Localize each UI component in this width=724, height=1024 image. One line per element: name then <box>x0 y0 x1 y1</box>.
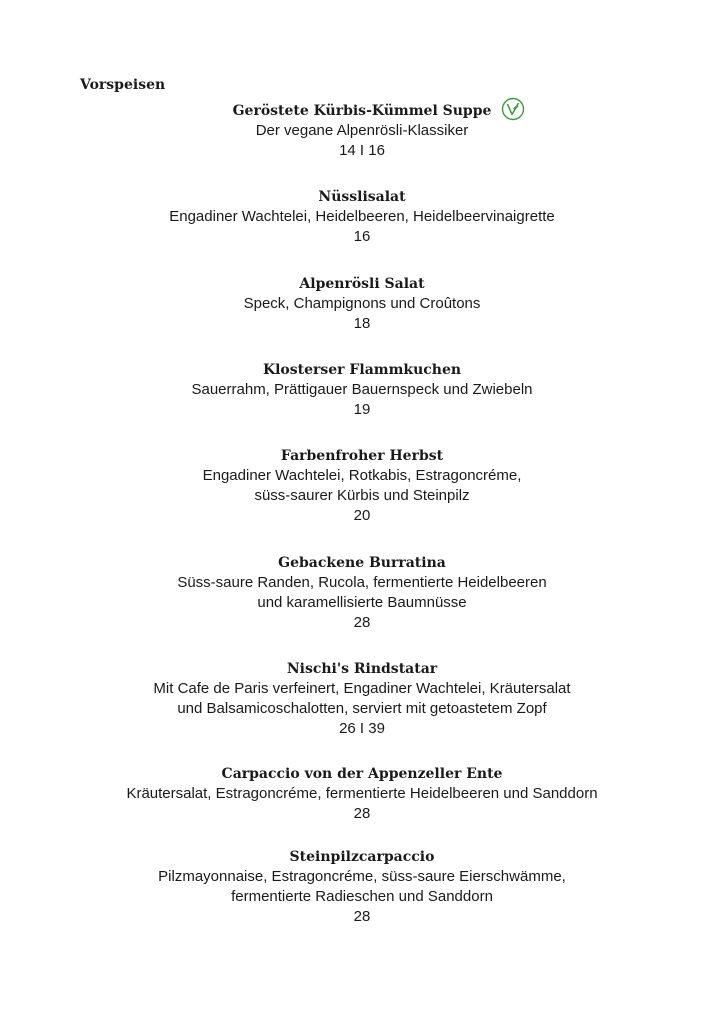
dish-price: 28 <box>353 908 371 925</box>
dish-description: und karamellisierte Baumnüsse <box>257 594 467 611</box>
dish-name: Gebackene Burratina <box>278 555 446 571</box>
dish-description: Engadiner Wachtelei, Rotkabis, Estragoncréme, <box>202 467 522 484</box>
dish-name: Carpaccio von der Appenzeller Ente <box>221 766 503 782</box>
dish-item <box>0 101 724 161</box>
dish-item <box>0 847 724 927</box>
dish-item <box>0 553 724 633</box>
dish-price: 28 <box>353 614 371 631</box>
dish-description: Sauerrahm, Prättigauer Bauernspeck und Zwiebeln <box>191 381 533 398</box>
dish-description: und Balsamicoschalotten, serviert mit getoastetem Zopf <box>177 700 547 717</box>
dish-name: Nischi's Rindstatar <box>286 661 438 677</box>
dish-item <box>0 446 724 526</box>
dish-description: Kräutersalat, Estragoncréme, fermentierte Heidelbeeren und Sanddorn <box>126 785 598 802</box>
dish-item <box>0 659 724 739</box>
dish-price: 18 <box>353 315 371 332</box>
dish-price: 19 <box>353 401 371 418</box>
dish-description: Engadiner Wachtelei, Heidelbeeren, Heidelbeervinaigrette <box>169 208 555 225</box>
dish-item <box>0 764 724 824</box>
dish-description: Süss-saure Randen, Rucola, fermentierte Heidelbeeren <box>177 574 547 591</box>
dish-item <box>0 360 724 420</box>
dish-description: Pilzmayonnaise, Estragoncréme, süss-saure Eierschwämme, <box>158 868 566 885</box>
dish-item <box>0 187 724 247</box>
dish-price: 20 <box>353 507 371 524</box>
dish-name: Steinpilzcarpaccio <box>289 849 435 865</box>
section-title: Vorspeisen <box>80 77 166 93</box>
dish-name: Nüsslisalat <box>318 189 406 205</box>
dish-description: Der vegane Alpenrösli-Klassiker <box>255 122 469 139</box>
vegan-leaf-icon <box>501 97 525 121</box>
dish-description: fermentierte Radieschen und Sanddorn <box>231 888 493 905</box>
dish-item <box>0 274 724 334</box>
dish-name: Geröstete Kürbis-Kümmel Suppe <box>232 103 492 119</box>
dish-price: 28 <box>353 805 371 822</box>
dish-price: 16 <box>353 228 371 245</box>
dish-name: Farbenfroher Herbst <box>280 448 444 464</box>
dish-price: 14 I 16 <box>339 142 385 159</box>
dish-name: Alpenrösli Salat <box>299 276 425 292</box>
dish-name: Klosterser Flammkuchen <box>262 362 462 378</box>
dish-description: Mit Cafe de Paris verfeinert, Engadiner Wachtelei, Kräutersalat <box>153 680 571 697</box>
dish-description: Speck, Champignons und Croûtons <box>243 295 481 312</box>
dish-description: süss-saurer Kürbis und Steinpilz <box>254 487 470 504</box>
dish-price: 26 I 39 <box>339 720 385 737</box>
